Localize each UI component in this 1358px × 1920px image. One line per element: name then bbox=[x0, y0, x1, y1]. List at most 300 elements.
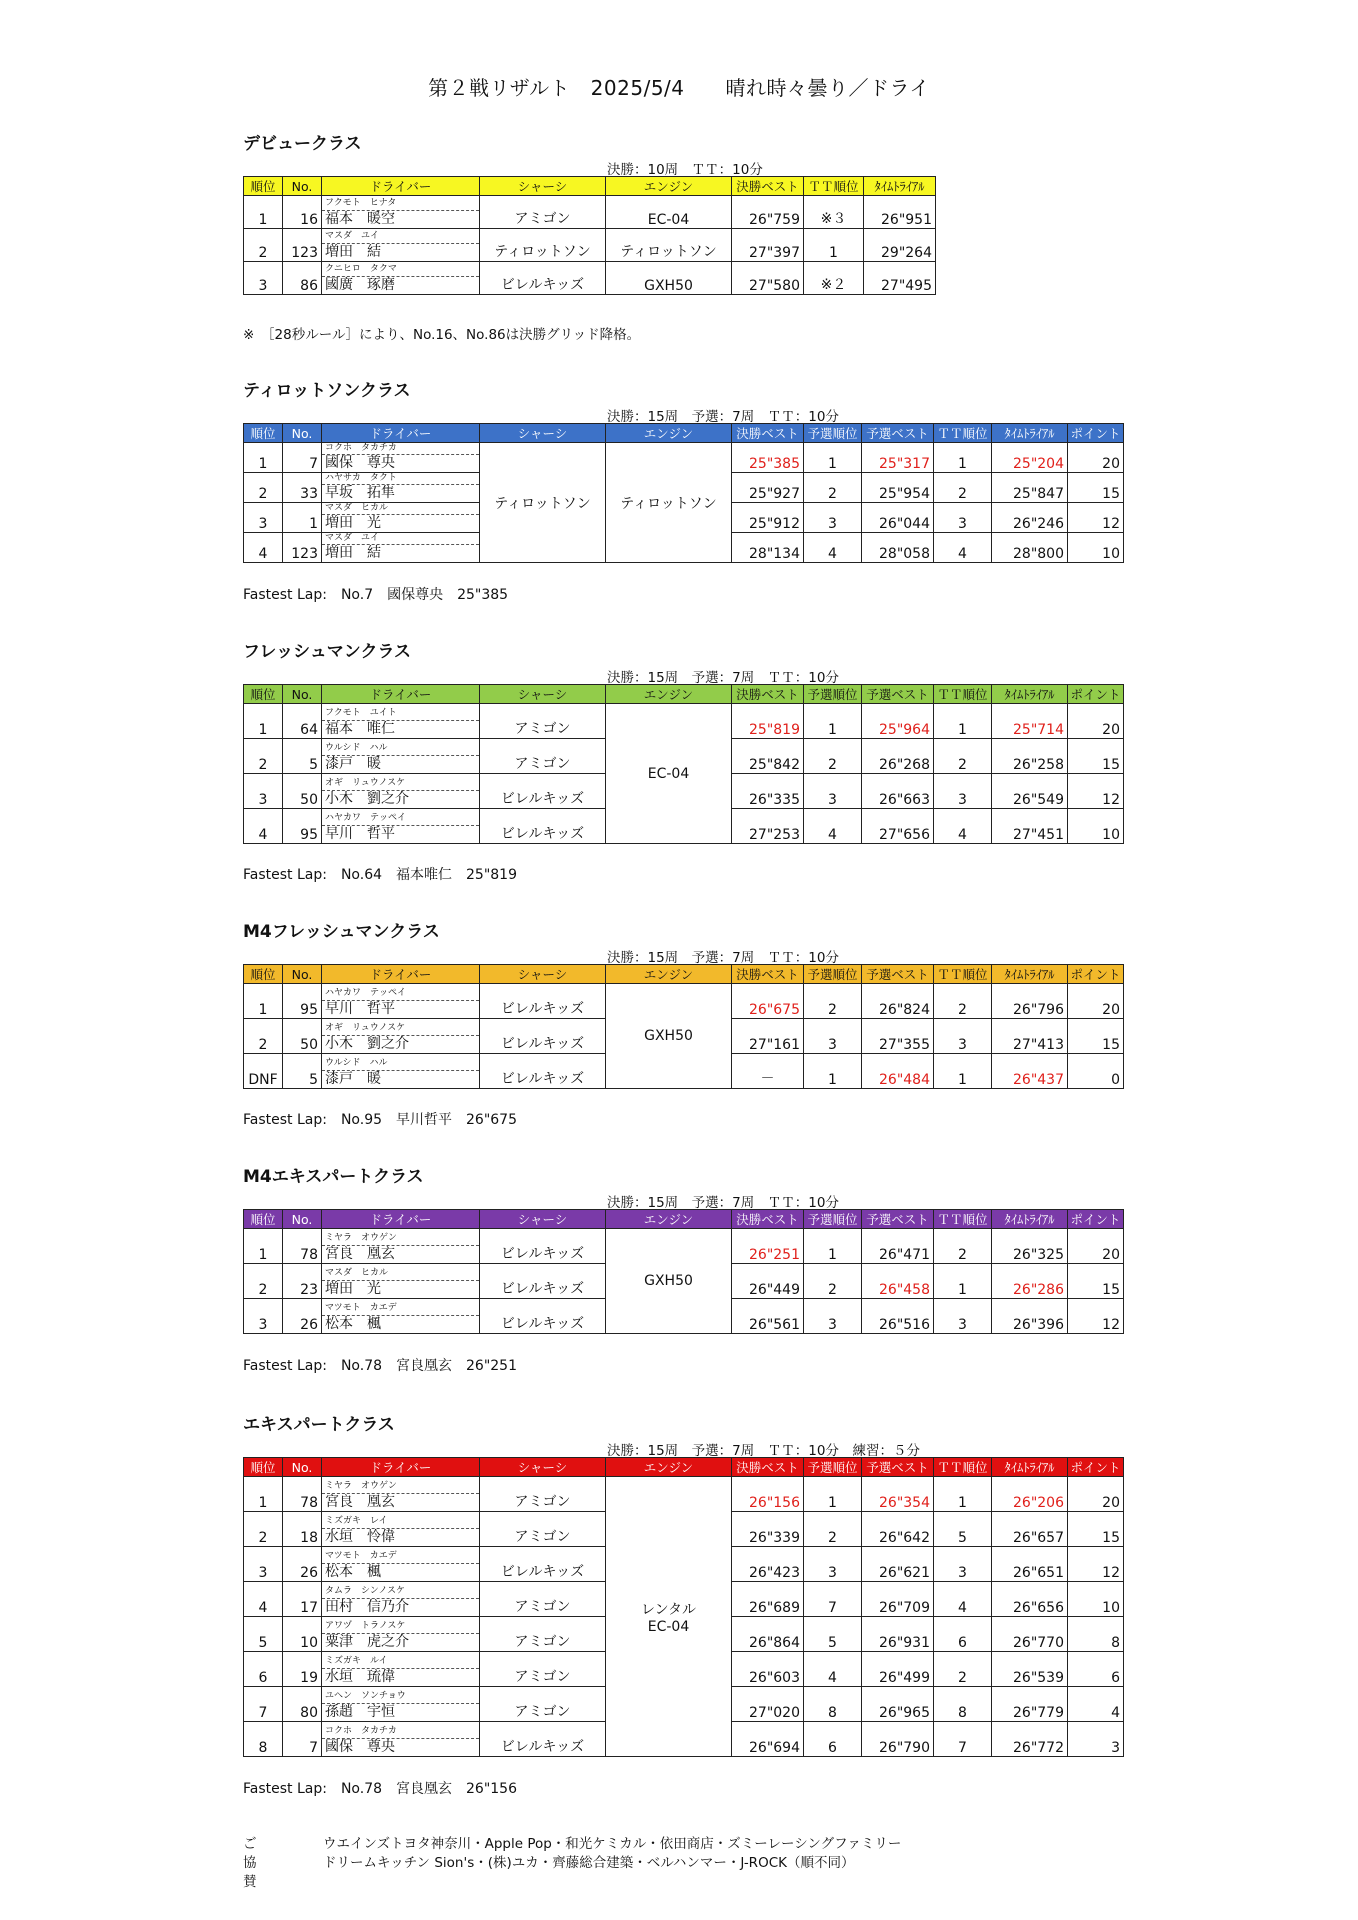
col-points: ポイント bbox=[1068, 1210, 1124, 1229]
qual-best: 26"709 bbox=[862, 1582, 934, 1617]
tt-time: 25"714 bbox=[992, 704, 1068, 739]
points: 12 bbox=[1068, 774, 1124, 809]
qual-best: 26"642 bbox=[862, 1512, 934, 1547]
driver-name: 増田 光 bbox=[325, 515, 381, 531]
car-no: 64 bbox=[283, 704, 322, 739]
col-final-best: 決勝ベスト bbox=[732, 685, 804, 704]
tt-time: 26"246 bbox=[992, 503, 1068, 533]
pos: 3 bbox=[244, 503, 283, 533]
col-points: ポイント bbox=[1068, 965, 1124, 984]
expert-results-table bbox=[243, 1457, 1124, 1757]
col-qual-pos: 予選順位 bbox=[804, 424, 862, 443]
table-row bbox=[244, 1477, 1124, 1512]
qual-best: 26"621 bbox=[862, 1547, 934, 1582]
driver-kana: マスダ ユイ bbox=[322, 230, 479, 244]
fastest-lap: Fastest Lap: No.64 福本唯仁 25"819 bbox=[243, 867, 517, 883]
driver-kana: ミズガキ ルイ bbox=[322, 1655, 479, 1669]
final-best: 26"694 bbox=[732, 1722, 804, 1757]
qual-best: 26"931 bbox=[862, 1617, 934, 1652]
sponsor-line: ドリームキッチン Sion's・(株)ユカ・齊藤総合建築・ベルハンマー・J-ROCK（順不同） bbox=[323, 1855, 855, 1871]
col-engine: エンジン bbox=[606, 1210, 732, 1229]
tt-time: 26"651 bbox=[992, 1547, 1068, 1582]
tt-pos: 1 bbox=[804, 229, 864, 262]
col-qual-pos: 予選順位 bbox=[804, 1210, 862, 1229]
col-final-best: 決勝ベスト bbox=[732, 1458, 804, 1477]
driver-kana: タムラ シンノスケ bbox=[322, 1585, 479, 1599]
driver-cell bbox=[322, 1477, 480, 1512]
tt-pos: 1 bbox=[934, 704, 992, 739]
engine: ティロットソン bbox=[606, 229, 732, 262]
pos: 7 bbox=[244, 1687, 283, 1722]
col-qual-pos: 予選順位 bbox=[804, 1458, 862, 1477]
col-points: ポイント bbox=[1068, 424, 1124, 443]
car-no: 78 bbox=[283, 1229, 322, 1264]
tt-pos: 2 bbox=[934, 473, 992, 503]
chassis: アミゴン bbox=[480, 1512, 606, 1547]
section-title: M4エキスパートクラス bbox=[243, 1167, 424, 1187]
points: 10 bbox=[1068, 533, 1124, 563]
engine bbox=[606, 1477, 732, 1757]
pos: 2 bbox=[244, 739, 283, 774]
engine-line1: レンタル bbox=[640, 1601, 697, 1618]
final-best: 26"339 bbox=[732, 1512, 804, 1547]
tt-pos: 3 bbox=[934, 1019, 992, 1054]
tt-pos: 4 bbox=[934, 533, 992, 563]
driver-name: 早川 哲平 bbox=[325, 1001, 395, 1017]
col-chassis: シャーシ bbox=[480, 1458, 606, 1477]
sponsor-line: ウエインズトヨタ神奈川・Apple Pop・和光ケミカル・依田商店・ズミーレーシングファミリー bbox=[323, 1836, 902, 1852]
final-best: 26"864 bbox=[732, 1617, 804, 1652]
col-points: ポイント bbox=[1068, 685, 1124, 704]
freshman-results-table bbox=[243, 684, 1124, 844]
section-title: デビュークラス bbox=[243, 134, 362, 154]
pos: 4 bbox=[244, 809, 283, 844]
col-tt: ﾀｲﾑﾄﾗｲｱﾙ bbox=[992, 1458, 1068, 1477]
col-qual-best: 予選ベスト bbox=[862, 685, 934, 704]
col-tt-pos: ＴＴ順位 bbox=[934, 424, 992, 443]
tt-time: 26"796 bbox=[992, 984, 1068, 1019]
points: 4 bbox=[1068, 1687, 1124, 1722]
driver-name: 宮良 凰玄 bbox=[325, 1246, 395, 1262]
m4-freshman-results-table bbox=[243, 964, 1124, 1089]
points: 20 bbox=[1068, 1477, 1124, 1512]
header-row bbox=[244, 965, 1124, 984]
final-best: 26"335 bbox=[732, 774, 804, 809]
final-best: 27"161 bbox=[732, 1019, 804, 1054]
car-no: 23 bbox=[283, 1264, 322, 1299]
table-row bbox=[244, 229, 936, 262]
tt-pos: ※２ bbox=[804, 262, 864, 295]
car-no: 50 bbox=[283, 1019, 322, 1054]
tt-pos: 5 bbox=[934, 1512, 992, 1547]
col-tt: ﾀｲﾑﾄﾗｲｱﾙ bbox=[864, 177, 936, 196]
car-no: 78 bbox=[283, 1477, 322, 1512]
points: 20 bbox=[1068, 704, 1124, 739]
points: 20 bbox=[1068, 984, 1124, 1019]
page-title: 第２戦リザルト 2025/5/4 晴れ時々曇り／ドライ bbox=[428, 76, 930, 100]
chassis: ビレルキッズ bbox=[480, 1264, 606, 1299]
driver-name: 國保 尊央 bbox=[325, 455, 395, 471]
col-chassis: シャーシ bbox=[480, 424, 606, 443]
col-pos: 順位 bbox=[244, 1210, 283, 1229]
tt-pos: 3 bbox=[934, 1299, 992, 1334]
driver-cell bbox=[322, 1652, 480, 1687]
pos: 4 bbox=[244, 1582, 283, 1617]
points: 15 bbox=[1068, 739, 1124, 774]
pos: 3 bbox=[244, 262, 283, 295]
tt-pos: 6 bbox=[934, 1617, 992, 1652]
chassis: アミゴン bbox=[480, 1687, 606, 1722]
chassis: ティロットソン bbox=[480, 443, 606, 563]
driver-name: 國廣 琢磨 bbox=[325, 277, 395, 293]
car-no: 95 bbox=[283, 809, 322, 844]
col-driver: ドライバー bbox=[322, 1458, 480, 1477]
col-no: No. bbox=[283, 1458, 322, 1477]
driver-kana: クニヒロ タクマ bbox=[322, 263, 479, 277]
driver-kana: ウルシド ハル bbox=[322, 1057, 479, 1071]
chassis: ビレルキッズ bbox=[480, 1019, 606, 1054]
driver-name: 松本 楓 bbox=[325, 1316, 381, 1332]
tt-time: 26"539 bbox=[992, 1652, 1068, 1687]
tt-time: 26"437 bbox=[992, 1054, 1068, 1089]
chassis: ビレルキッズ bbox=[480, 1547, 606, 1582]
car-no: 95 bbox=[283, 984, 322, 1019]
driver-kana: ミズガキ レイ bbox=[322, 1515, 479, 1529]
col-pos: 順位 bbox=[244, 965, 283, 984]
qual-pos: 2 bbox=[804, 1512, 862, 1547]
engine: EC-04 bbox=[606, 196, 732, 229]
tt-pos: 1 bbox=[934, 443, 992, 473]
final-best: 25"385 bbox=[732, 443, 804, 473]
driver-kana: ユヘン ソンチョウ bbox=[322, 1690, 479, 1704]
m4-expert-section bbox=[243, 1165, 1123, 1333]
col-tt: ﾀｲﾑﾄﾗｲｱﾙ bbox=[992, 685, 1068, 704]
final-best: 27"253 bbox=[732, 809, 804, 844]
col-qual-best: 予選ベスト bbox=[862, 424, 934, 443]
qual-pos: 2 bbox=[804, 1264, 862, 1299]
driver-kana: マスダ ヒカル bbox=[322, 1267, 479, 1281]
pos: 3 bbox=[244, 1547, 283, 1582]
tt-time: 25"204 bbox=[992, 443, 1068, 473]
col-tt-pos: ＴＴ順位 bbox=[934, 1458, 992, 1477]
col-tt: ﾀｲﾑﾄﾗｲｱﾙ bbox=[992, 424, 1068, 443]
col-qual-pos: 予選順位 bbox=[804, 685, 862, 704]
table-row bbox=[244, 1229, 1124, 1264]
final-best: 27"020 bbox=[732, 1687, 804, 1722]
driver-kana: ハヤカワ テッペイ bbox=[322, 987, 479, 1001]
tt-pos: 4 bbox=[934, 1582, 992, 1617]
driver-cell bbox=[322, 196, 480, 229]
final-best: 26"675 bbox=[732, 984, 804, 1019]
driver-kana: オギ リュウノスケ bbox=[322, 1022, 479, 1036]
car-no: 7 bbox=[283, 443, 322, 473]
car-no: 80 bbox=[283, 1687, 322, 1722]
driver-cell bbox=[322, 1019, 480, 1054]
driver-cell bbox=[322, 1299, 480, 1334]
tt-pos: 3 bbox=[934, 503, 992, 533]
qual-best: 26"663 bbox=[862, 774, 934, 809]
col-qual-best: 予選ベスト bbox=[862, 965, 934, 984]
col-driver: ドライバー bbox=[322, 965, 480, 984]
tt-time: 26"951 bbox=[864, 196, 936, 229]
col-points: ポイント bbox=[1068, 1458, 1124, 1477]
driver-cell bbox=[322, 1264, 480, 1299]
chassis: ビレルキッズ bbox=[480, 1299, 606, 1334]
tt-time: 27"451 bbox=[992, 809, 1068, 844]
engine: EC-04 bbox=[606, 704, 732, 844]
pos: 2 bbox=[244, 229, 283, 262]
driver-name: 孫趙 宇恒 bbox=[325, 1704, 395, 1720]
qual-pos: 3 bbox=[804, 503, 862, 533]
qual-best: 28"058 bbox=[862, 533, 934, 563]
car-no: 18 bbox=[283, 1512, 322, 1547]
final-best: 25"912 bbox=[732, 503, 804, 533]
driver-kana: マスダ ヒカル bbox=[322, 503, 479, 515]
points: 10 bbox=[1068, 809, 1124, 844]
col-final-best: 決勝ベスト bbox=[732, 177, 804, 196]
fastest-lap: Fastest Lap: No.7 國保尊央 25"385 bbox=[243, 587, 509, 603]
points: 15 bbox=[1068, 1019, 1124, 1054]
col-final-best: 決勝ベスト bbox=[732, 1210, 804, 1229]
tt-time: 26"396 bbox=[992, 1299, 1068, 1334]
chassis: ビレルキッズ bbox=[480, 1229, 606, 1264]
section-title: M4フレッシュマンクラス bbox=[243, 922, 440, 942]
fastest-lap: Fastest Lap: No.78 宮良凰玄 26"251 bbox=[243, 1358, 517, 1374]
driver-kana: ハヤサカ タクト bbox=[322, 473, 479, 485]
driver-cell bbox=[322, 1547, 480, 1582]
car-no: 33 bbox=[283, 473, 322, 503]
tt-time: 25"847 bbox=[992, 473, 1068, 503]
points: 12 bbox=[1068, 1299, 1124, 1334]
pos: 2 bbox=[244, 1264, 283, 1299]
pos: 1 bbox=[244, 443, 283, 473]
sponsor-label: ご協賛 bbox=[243, 1836, 257, 1890]
grid-penalty-note: ※ ［28秒ルール］により、No.16、No.86は決勝グリッド降格。 bbox=[243, 327, 641, 343]
chassis: ビレルキッズ bbox=[480, 774, 606, 809]
driver-cell bbox=[322, 774, 480, 809]
freshman-section bbox=[243, 640, 1123, 843]
driver-kana: アワヅ トラノスケ bbox=[322, 1620, 479, 1634]
final-best: 26"156 bbox=[732, 1477, 804, 1512]
chassis: ビレルキッズ bbox=[480, 1722, 606, 1757]
qual-pos: 2 bbox=[804, 984, 862, 1019]
tt-time: 26"770 bbox=[992, 1617, 1068, 1652]
chassis: アミゴン bbox=[480, 1652, 606, 1687]
col-driver: ドライバー bbox=[322, 177, 480, 196]
pos: 4 bbox=[244, 533, 283, 563]
chassis: アミゴン bbox=[480, 1477, 606, 1512]
driver-cell bbox=[322, 1229, 480, 1264]
points: 12 bbox=[1068, 503, 1124, 533]
tt-pos: 1 bbox=[934, 1054, 992, 1089]
tt-time: 29"264 bbox=[864, 229, 936, 262]
car-no: 16 bbox=[283, 196, 322, 229]
driver-name: 水垣 琉偉 bbox=[325, 1669, 395, 1685]
driver-kana: ミヤラ オウゲン bbox=[322, 1232, 479, 1246]
car-no: 19 bbox=[283, 1652, 322, 1687]
driver-cell bbox=[322, 739, 480, 774]
driver-cell bbox=[322, 1722, 480, 1757]
col-driver: ドライバー bbox=[322, 685, 480, 704]
driver-name: 早川 哲平 bbox=[325, 826, 395, 842]
pos: 6 bbox=[244, 1652, 283, 1687]
driver-kana: フクモト ヒナタ bbox=[322, 197, 479, 211]
m4-expert-results-table bbox=[243, 1209, 1124, 1334]
driver-name: 宮良 凰玄 bbox=[325, 1494, 395, 1510]
driver-name: 小木 劉之介 bbox=[325, 1036, 409, 1052]
tillotson-results-table bbox=[243, 423, 1124, 563]
fastest-lap: Fastest Lap: No.78 宮良凰玄 26"156 bbox=[243, 1781, 517, 1797]
tt-pos: 7 bbox=[934, 1722, 992, 1757]
chassis: ティロットソン bbox=[480, 229, 606, 262]
fastest-lap: Fastest Lap: No.95 早川哲平 26"675 bbox=[243, 1112, 517, 1128]
driver-kana: コクホ タカチカ bbox=[322, 1725, 479, 1739]
driver-kana: ハヤカワ テッペイ bbox=[322, 812, 479, 826]
car-no: 123 bbox=[283, 533, 322, 563]
driver-cell bbox=[322, 1512, 480, 1547]
header-row bbox=[244, 177, 936, 196]
qual-best: 26"824 bbox=[862, 984, 934, 1019]
driver-name: 水垣 怜偉 bbox=[325, 1529, 395, 1545]
driver-name: 早坂 拓隼 bbox=[325, 485, 395, 501]
qual-best: 26"458 bbox=[862, 1264, 934, 1299]
pos: 3 bbox=[244, 774, 283, 809]
tt-time: 26"772 bbox=[992, 1722, 1068, 1757]
tt-pos: 2 bbox=[934, 739, 992, 774]
final-best: 25"842 bbox=[732, 739, 804, 774]
tillotson-section bbox=[243, 379, 1123, 562]
col-tt-pos: ＴＴ順位 bbox=[934, 965, 992, 984]
col-engine: エンジン bbox=[606, 965, 732, 984]
tt-time: 26"325 bbox=[992, 1229, 1068, 1264]
header-row bbox=[244, 424, 1124, 443]
section-title: ティロットソンクラス bbox=[243, 381, 411, 401]
chassis: ビレルキッズ bbox=[480, 809, 606, 844]
col-qual-best: 予選ベスト bbox=[862, 1458, 934, 1477]
race-info: 決勝：15周 予選：7周 ＴＴ：10分 bbox=[607, 950, 839, 966]
qual-pos: 6 bbox=[804, 1722, 862, 1757]
m4-freshman-section bbox=[243, 920, 1123, 1088]
sponsor-list bbox=[323, 1835, 901, 1873]
driver-kana: マツモト カエデ bbox=[322, 1302, 479, 1316]
qual-pos: 1 bbox=[804, 1477, 862, 1512]
col-engine: エンジン bbox=[606, 424, 732, 443]
driver-name: 田村 信乃介 bbox=[325, 1599, 409, 1615]
points: 0 bbox=[1068, 1054, 1124, 1089]
driver-name: 福本 唯仁 bbox=[325, 721, 395, 737]
qual-best: 27"656 bbox=[862, 809, 934, 844]
col-driver: ドライバー bbox=[322, 1210, 480, 1229]
final-best: － bbox=[732, 1054, 804, 1089]
qual-pos: 3 bbox=[804, 1019, 862, 1054]
col-tt-pos: ＴＴ順位 bbox=[934, 1210, 992, 1229]
tt-pos: 8 bbox=[934, 1687, 992, 1722]
driver-cell bbox=[322, 533, 480, 563]
section-title: エキスパートクラス bbox=[243, 1415, 395, 1435]
final-best: 25"819 bbox=[732, 704, 804, 739]
col-final-best: 決勝ベスト bbox=[732, 424, 804, 443]
qual-best: 26"268 bbox=[862, 739, 934, 774]
tt-time: 26"206 bbox=[992, 1477, 1068, 1512]
table-row bbox=[244, 984, 1124, 1019]
qual-pos: 3 bbox=[804, 1547, 862, 1582]
tt-time: 26"286 bbox=[992, 1264, 1068, 1299]
driver-cell bbox=[322, 984, 480, 1019]
header-row bbox=[244, 685, 1124, 704]
chassis: ビレルキッズ bbox=[480, 984, 606, 1019]
tt-time: 26"657 bbox=[992, 1512, 1068, 1547]
driver-cell bbox=[322, 704, 480, 739]
pos: 1 bbox=[244, 984, 283, 1019]
driver-name: 粟津 虎之介 bbox=[325, 1634, 409, 1650]
qual-pos: 1 bbox=[804, 704, 862, 739]
qual-best: 26"471 bbox=[862, 1229, 934, 1264]
qual-pos: 5 bbox=[804, 1617, 862, 1652]
col-qual-best: 予選ベスト bbox=[862, 1210, 934, 1229]
engine-line2: EC-04 bbox=[647, 1618, 690, 1635]
car-no: 5 bbox=[283, 1054, 322, 1089]
col-final-best: 決勝ベスト bbox=[732, 965, 804, 984]
race-info: 決勝：15周 予選：7周 ＴＴ：10分 bbox=[607, 1195, 839, 1211]
qual-best: 26"354 bbox=[862, 1477, 934, 1512]
pos: 2 bbox=[244, 1019, 283, 1054]
chassis: アミゴン bbox=[480, 1617, 606, 1652]
qual-pos: 7 bbox=[804, 1582, 862, 1617]
final-best: 27"580 bbox=[732, 262, 804, 295]
qual-pos: 2 bbox=[804, 473, 862, 503]
qual-best: 26"499 bbox=[862, 1652, 934, 1687]
qual-pos: 8 bbox=[804, 1687, 862, 1722]
pos: 1 bbox=[244, 704, 283, 739]
table-row bbox=[244, 196, 936, 229]
qual-pos: 1 bbox=[804, 1054, 862, 1089]
race-info: 決勝：15周 予選：7周 ＴＴ：10分 練習：５分 bbox=[607, 1443, 920, 1459]
driver-cell bbox=[322, 443, 480, 473]
qual-best: 25"954 bbox=[862, 473, 934, 503]
tt-pos: 3 bbox=[934, 1547, 992, 1582]
tt-pos: 2 bbox=[934, 1229, 992, 1264]
driver-cell bbox=[322, 1582, 480, 1617]
col-pos: 順位 bbox=[244, 177, 283, 196]
points: 3 bbox=[1068, 1722, 1124, 1757]
points: 15 bbox=[1068, 1264, 1124, 1299]
col-no: No. bbox=[283, 424, 322, 443]
col-tt-pos: ＴＴ順位 bbox=[934, 685, 992, 704]
col-tt: ﾀｲﾑﾄﾗｲｱﾙ bbox=[992, 1210, 1068, 1229]
col-engine: エンジン bbox=[606, 685, 732, 704]
qual-pos: 4 bbox=[804, 809, 862, 844]
car-no: 86 bbox=[283, 262, 322, 295]
driver-name: 増田 光 bbox=[325, 1281, 381, 1297]
tt-pos: 1 bbox=[934, 1477, 992, 1512]
engine: GXH50 bbox=[606, 1229, 732, 1334]
driver-name: 増田 結 bbox=[325, 545, 381, 561]
final-best: 26"603 bbox=[732, 1652, 804, 1687]
col-driver: ドライバー bbox=[322, 424, 480, 443]
col-chassis: シャーシ bbox=[480, 1210, 606, 1229]
header-row bbox=[244, 1210, 1124, 1229]
engine: ティロットソン bbox=[606, 443, 732, 563]
tt-time: 28"800 bbox=[992, 533, 1068, 563]
points: 15 bbox=[1068, 473, 1124, 503]
car-no: 17 bbox=[283, 1582, 322, 1617]
pos: 2 bbox=[244, 1512, 283, 1547]
qual-pos: 3 bbox=[804, 1299, 862, 1334]
col-engine: エンジン bbox=[606, 1458, 732, 1477]
col-pos: 順位 bbox=[244, 1458, 283, 1477]
pos: DNF bbox=[244, 1054, 283, 1089]
driver-name: 漆戸 暖 bbox=[325, 1071, 381, 1087]
